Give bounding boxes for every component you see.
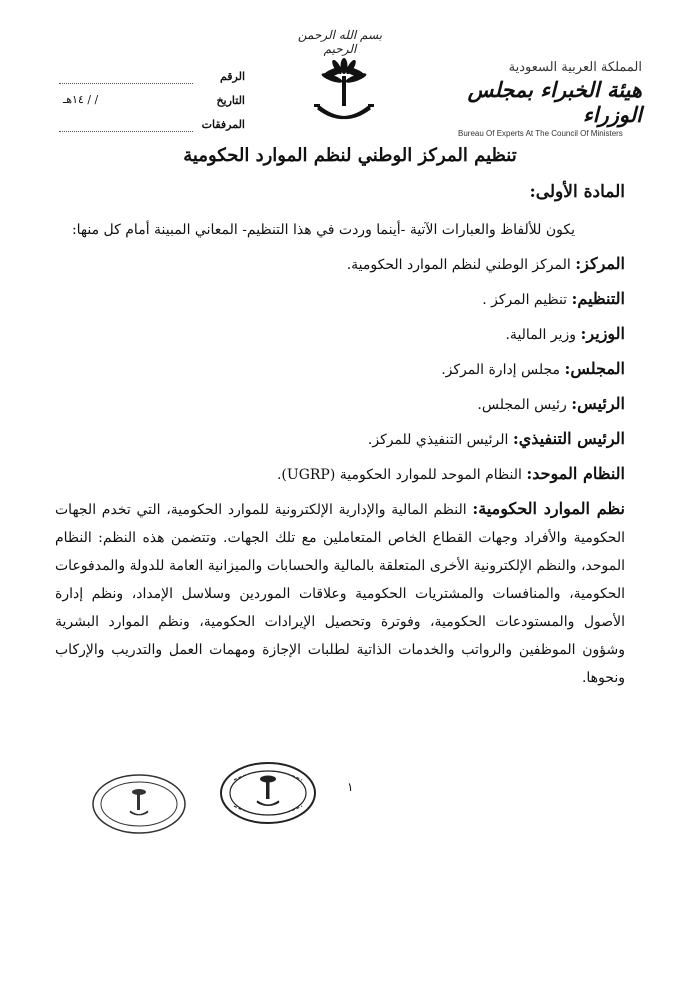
definition-term: الرئيس: [571,394,625,413]
date-value: / / ١٤هـ [63,93,99,106]
margin-mark: ١ [347,780,354,794]
definition-term: النظام الموحد: [526,464,625,483]
official-stamp-icon [218,760,318,826]
authority-name-english: Bureau Of Experts At The Council Of Ministers [458,129,623,138]
definition-item [55,285,625,314]
saudi-emblem-icon [312,58,376,130]
definition-term: نظم الموارد الحكومية: [472,499,625,518]
document-body [55,178,625,698]
definition-term: الرئيس التنفيذي: [512,429,625,448]
basmala-calligraphy: بسم الله الرحمن الرحيم [297,28,383,56]
definition-item [55,390,625,419]
reference-fields [55,64,245,136]
attachments-label: المرفقات [201,117,245,131]
definition-item [55,320,625,349]
definition-item [55,425,625,454]
definition-item [55,250,625,279]
definition-item [55,460,625,489]
definition-text: تنظيم المركز . [482,292,572,308]
number-row [55,64,245,88]
definition-text: النظم المالية والإدارية الإلكترونية للموارد الحكومية، التي تخدم الجهات الحكومية والأفراد وجهات القطاع الخاص المتعاملين مع تلك الجهات. وتتضمن هذه النظم: النظام الموحد، والنظم الإلكترونية الأخرى المتعلقة بالمالية والحسابات والميزانية العامة للدولة والمدفوعات الحكومية، والمنافسات والمشتريات الحكومية وعلاقات الموردين وسلاسل الإمداد، ونظم إدارة الأصول والمستودعات الحكومية، وفوترة وتحصيل الإيرادات الحكومية، ونظم الموارد البشرية وشؤون الموظفين والرواتب والخدمات الذاتية لطلبات الإجازة ومهمات العمل والتدريب والإركاب ونحوها. [55,502,625,686]
definition-text: النظام الموحد للموارد الحكومية (UGRP). [276,467,527,483]
definition-text: مجلس إدارة المركز. [441,362,565,378]
authority-name-arabic: هيئة الخبراء بمجلس الوزراء [467,77,642,127]
definition-item [55,355,625,384]
date-row [55,88,245,112]
number-label: الرقم [219,69,245,83]
definition-term: المجلس: [564,359,625,378]
definition-text: المركز الوطني لنظم الموارد الحكومية. [346,257,576,273]
definition-text: رئيس المجلس. [477,397,572,413]
attachments-value [59,117,193,132]
issuing-authority [452,60,642,138]
attachments-row [55,112,245,136]
document-title: تنظيم المركز الوطني لنظم الموارد الحكومية [183,145,517,166]
official-stamp-icon [90,772,188,836]
date-label: التاريخ [216,93,245,107]
number-value [59,69,193,84]
definition-term: المركز: [575,254,625,273]
article-heading: المادة الأولى: [529,182,625,202]
country-name: المملكة العربية السعودية [508,60,642,75]
definition-text: الرئيس التنفيذي للمركز. [367,432,513,448]
definition-item [55,495,625,692]
definition-term: التنظيم: [571,289,625,308]
article-intro: يكون للألفاظ والعبارات الآتية -أينما وردت في هذا التنظيم- المعاني المبينة أمام كل منها: [71,222,575,238]
definition-term: الوزير: [580,324,625,343]
definition-text: وزير المالية. [505,327,581,343]
